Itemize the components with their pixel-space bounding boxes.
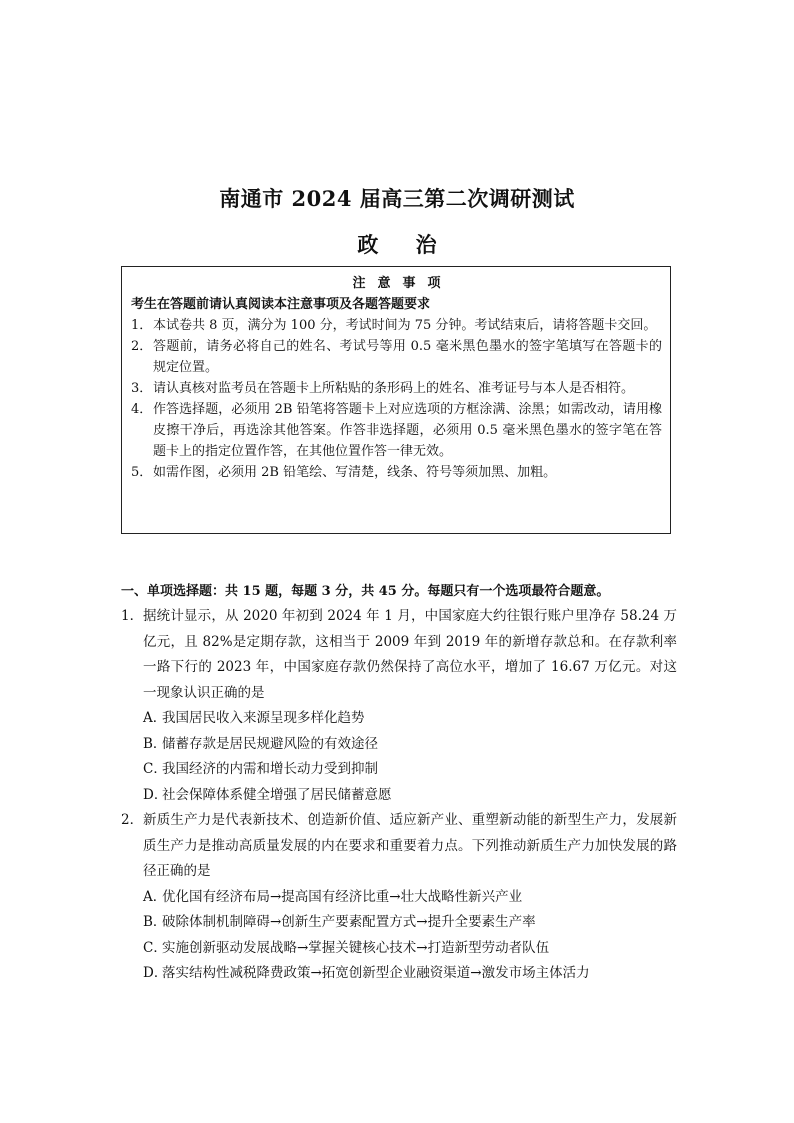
option-b: [121, 732, 677, 758]
subject-title: 政 治: [357, 232, 437, 257]
option-text: 我国居民收入来源呈现多样化趋势: [162, 710, 365, 726]
notice-item-number: 1．: [131, 318, 153, 333]
option-a: [121, 885, 677, 911]
question-number: 2．: [121, 812, 144, 828]
option-letter: C．: [143, 761, 167, 777]
question-stem: [121, 604, 677, 706]
option-text: 落实结构性减税降费政策→拓宽创新型企业融资渠道→激发市场主体活力: [162, 965, 590, 981]
option-letter: B．: [143, 914, 167, 930]
notice-item-text: 如需作图，必须用 2B 铅笔绘、写清楚，线条、符号等须加黑、加粗。: [153, 465, 557, 480]
question-list: [121, 604, 677, 987]
notice-box: [121, 266, 671, 534]
notice-item-number: 2．: [131, 339, 153, 354]
option-text: 优化国有经济布局→提高国有经济比重→壮大战略性新兴产业: [162, 888, 523, 905]
question-2: [121, 808, 677, 987]
option-a: [121, 706, 677, 732]
option-text: 社会保障体系健全增强了居民储蓄意愿: [162, 786, 392, 803]
notice-item: [131, 315, 662, 336]
notice-intro: 考生在答题前请认真阅读本注意事项及各题答题要求: [131, 297, 431, 312]
option-d: [121, 961, 677, 987]
question-text: 据统计显示，从 2020 年初到 2024 年 1 月，中国家庭大约往银行账户里净存 58.24 万亿元，且 82%是定期存款，这相当于 2009 年到 2019 年的新增存款总和。在存款利率一路下行的 2023 年，中国家庭存款仍然保持了高位水平，增加了 16.67 万亿元。对这一现象认识正确的是: [143, 608, 677, 701]
notice-item-text: 答题前，请务必将自己的姓名、考试号等用 0.5 毫米黑色墨水的签字笔填写在答题卡的规定位置。: [153, 339, 662, 375]
option-text: 实施创新驱动发展战略→掌握关键核心技术→打造新型劳动者队伍: [162, 939, 550, 956]
option-letter: D．: [143, 786, 168, 803]
option-c: [121, 757, 677, 783]
notice-item: [131, 399, 662, 462]
section-heading: 一、单项选择题：共 15 题，每题 3 分，共 45 分。每题只有一个选项最符合题意。: [121, 584, 610, 599]
option-text: 我国经济的内需和增长动力受到抑制: [162, 761, 378, 777]
option-b: [121, 910, 677, 936]
exam-title: 南通市 2024 届高三第二次调研测试: [219, 186, 575, 211]
option-letter: D．: [143, 965, 168, 981]
notice-item-text: 请认真核对监考员在答题卡上所粘贴的条形码上的姓名、准考证号与本人是否相符。: [153, 381, 635, 396]
notice-item-number: 4．: [131, 402, 153, 417]
question-text: 新质生产力是代表新技术、创造新价值、适应新产业、重塑新动能的新型生产力，发展新质生产力是推动高质量发展的内在要求和重要着力点。下列推动新质生产力加快发展的路径正确的是: [143, 812, 677, 879]
notice-item-number: 5．: [131, 465, 153, 480]
option-c: [121, 936, 677, 962]
question-number: 1．: [121, 608, 144, 624]
option-letter: B．: [143, 735, 167, 752]
notice-item: [131, 378, 662, 399]
notice-item-text: 作答选择题，必须用 2B 铅笔将答题卡上对应选项的方框涂满、涂黑；如需改动，请用橡皮擦干净后，再选涂其他答案。作答非选择题，必须用 0.5 毫米黑色墨水的签字笔在答题卡上的指定位置作答，在其他位置作答一律无效。: [153, 402, 662, 459]
notice-item-number: 3．: [131, 381, 153, 396]
option-letter: A．: [143, 888, 167, 905]
question-1: [121, 604, 677, 808]
notice-item: [131, 336, 662, 378]
option-letter: A．: [143, 710, 167, 726]
option-d: [121, 783, 677, 809]
option-text: 破除体制机制障碍→创新生产要素配置方式→提升全要素生产率: [162, 914, 536, 930]
option-letter: C．: [143, 939, 167, 956]
question-stem: [121, 808, 677, 885]
notice-item-text: 本试卷共 8 页，满分为 100 分，考试时间为 75 分钟。考试结束后，请将答题卡交回。: [153, 318, 657, 333]
notice-heading: 注意事项: [352, 276, 453, 291]
notice-item: [131, 462, 662, 483]
option-text: 储蓄存款是居民规避风险的有效途径: [162, 735, 378, 752]
